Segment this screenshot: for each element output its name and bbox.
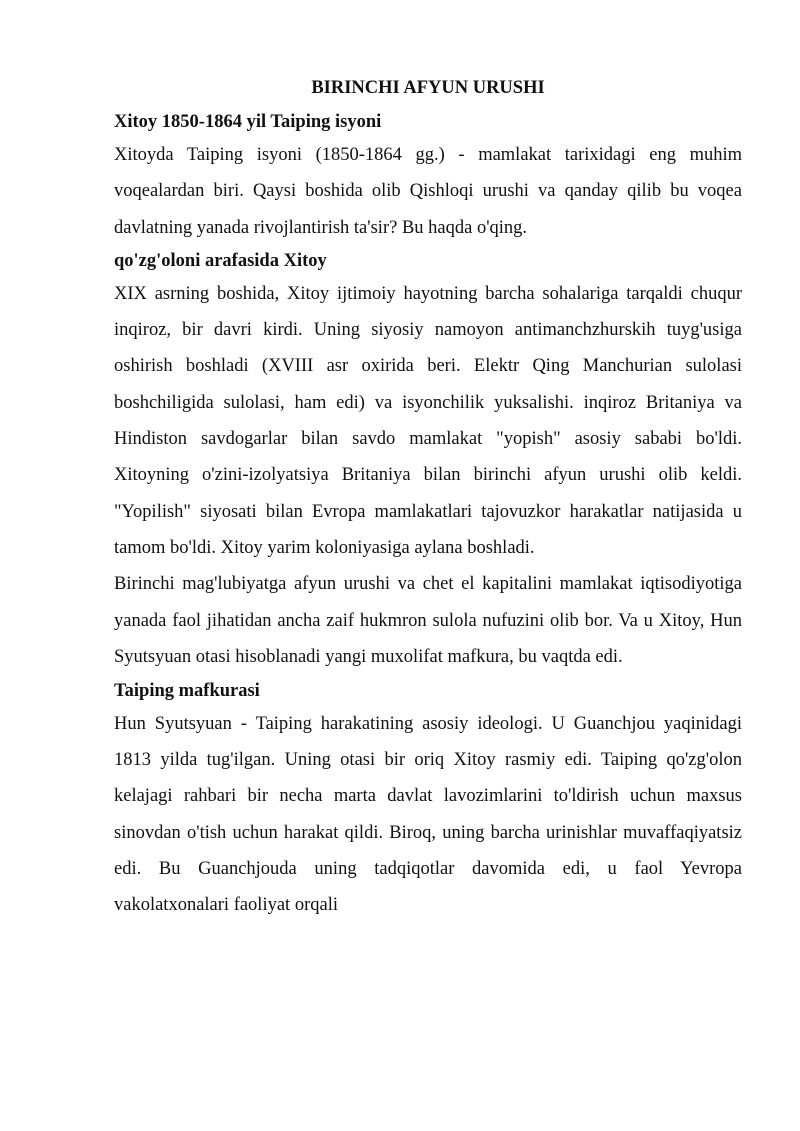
document-title: BIRINCHI AFYUN URUSHI (311, 78, 545, 98)
section-heading-taiping-ideology: Taiping mafkurasi (114, 680, 260, 701)
paragraph-hong-xiuquan: Hun Syutsyuan - Taiping harakatining asosiy ideologi. U Guanchjou yaqinidagi 1813 yilda tug'ilgan. Uning otasi bir oriq Xitoy rasmiy edi. Taiping qo'zg'olon kelajagi rahbari bir necha marta davlat lavozimlarini to'ldirish uchun maxsus sinovdan o'tish uchun harakat qildi. Biroq, uning barcha urinishlar muvaffaqiyatsiz edi. Bu Guanchjouda uning tadqiqotlar davomida edi, u faol Yevropa vakolatxonalari faoliyat orqali (114, 713, 742, 916)
document-page (114, 76, 742, 924)
section-heading-before-uprising: qo'zg'oloni arafasida Xitoy (114, 250, 327, 271)
paragraph-intro: Xitoyda Taiping isyoni (1850-1864 gg.) - mamlakat tarixidagi eng muhim voqealardan biri. Qaysi boshida olib Qishloqi urushi va qanday qilib bu voqea davlatning yanada rivojlantirish ta'sir? Bu haqda o'qing. (114, 145, 742, 238)
section-heading-taiping-uprising: Xitoy 1850-1864 yil Taiping isyoni (114, 112, 382, 132)
paragraph-opium-war-defeat: Birinchi mag'lubiyatga afyun urushi va chet el kapitalini mamlakat iqtisodiyotiga yanada faol jihatidan ancha zaif hukmron sulola nufuzini olib bor. Va u Xitoy, Hun Syutsyuan otasi hisoblanadi yangi muxolifat mafkura, bu vaqtda edi. (114, 574, 742, 668)
paragraph-crisis: XIX asrning boshida, Xitoy ijtimoiy hayotning barcha sohalariga tarqaldi chuqur inqiroz, bir davri kirdi. Uning siyosiy namoyon antimanchzhurskih tuyg'usiga oshirish boshladi (XVIII asr oxirida beri. Elektr Qing Manchurian sulolasi boshchiligida sulolasi, ham edi) va isyonchilik yuksalishi. inqiroz Britaniya va Hindiston savdogarlar bilan savdo mamlakat "yopish" asosiy sababi bo'ldi. Xitoyning o'zini-izolyatsiya Britaniya bilan birinchi afyun urushi olib keldi. "Yopilish" siyosati bilan Evropa mamlakatlari tajovuzkor harakatlar natijasida u tamom bo'ldi. Xitoy yarim koloniyasiga aylana boshladi. (114, 283, 742, 558)
